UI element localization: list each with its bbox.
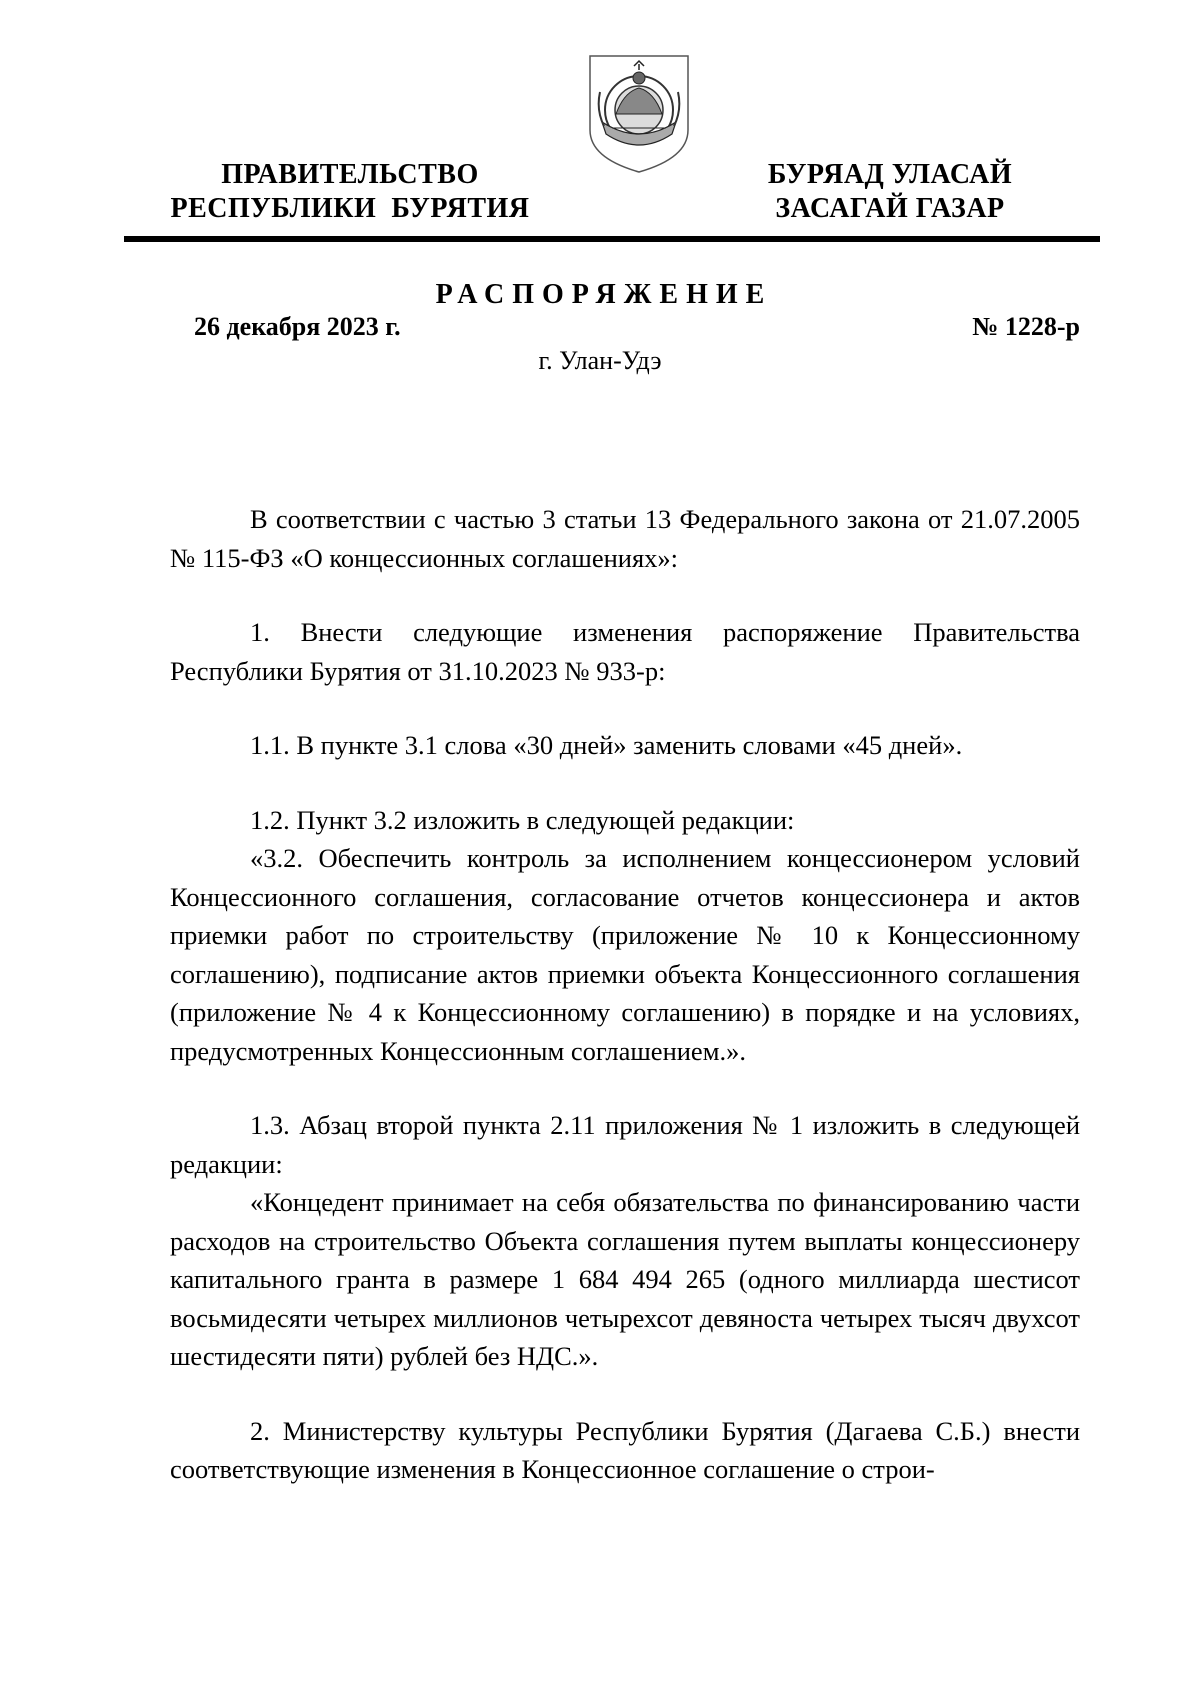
paragraph-item-1: 1. Внести следующие изменения распоряжение Правительства Республики Бурятия от 31.10.2023 № 933-р: (170, 617, 1080, 686)
document-date: 26 декабря 2023 г. (194, 312, 401, 341)
paragraph-item-1-2-quote: «3.2. Обеспечить контроль за исполнением концессионером условий Концессионного соглашения, согласование отчетов концессионера и актов приемки работ по строительству (приложение № 10 к Концессионному соглашению), подписание актов приемки объекта Концессионного соглашения (приложение № 4 к Концессионному соглашению) в порядке и на условиях, предусмотренных Концессионным соглашением.». (170, 843, 1080, 1066)
paragraph-item-2: 2. Министерству культуры Республики Бурятия (Дагаева С.Б.) внести соответствующие изменения в Концессионное соглашение о строи- (170, 1415, 1080, 1484)
government-name-buryat-line-1: БУРЯАД УЛАСАЙ (767, 159, 1013, 190)
government-name-line-2: РЕСПУБЛИКИ БУРЯТИЯ (170, 193, 530, 224)
paragraph-item-1-2: 1.2. Пункт 3.2 изложить в следующей редакции: (250, 804, 795, 835)
government-name-russian (150, 158, 550, 226)
government-name-buryat (720, 158, 1060, 226)
document-body (170, 500, 1080, 1489)
paragraph-item-1-1: 1.1. В пункте 3.1 слова «30 дней» заменить словами «45 дней». (250, 730, 963, 760)
paragraph-preamble: В соответствии с частью 3 статьи 13 Федерального закона от 21.07.2005 № 115-ФЗ «О концессионных соглашениях»: (170, 504, 1080, 573)
document-number: № 1228-р (972, 312, 1080, 341)
government-name-buryat-line-2: ЗАСАГАЙ ГАЗАР (775, 193, 1005, 224)
document-city: г. Улан-Удэ (538, 346, 662, 375)
document-title: РАСПОРЯЖЕНИЕ (435, 279, 773, 310)
paragraph-item-1-3: 1.3. Абзац второй пункта 2.11 приложения № 1 изложить в следующей редакции: (170, 1110, 1080, 1179)
header-divider (124, 236, 1100, 242)
coat-of-arms-icon (586, 52, 692, 174)
government-name-line-1: ПРАВИТЕЛЬСТВО (221, 159, 479, 190)
paragraph-item-1-3-quote: «Концедент принимает на себя обязательства по финансированию части расходов на строительство Объекта соглашения путем выплаты концессионеру капитального гранта в размере 1 684 494 265 (одного миллиарда шестисот восьмидесяти четырех миллионов четырехсот девяноста четырех тысяч двухсот шестидесяти пяти) рублей без НДС.». (170, 1187, 1080, 1371)
